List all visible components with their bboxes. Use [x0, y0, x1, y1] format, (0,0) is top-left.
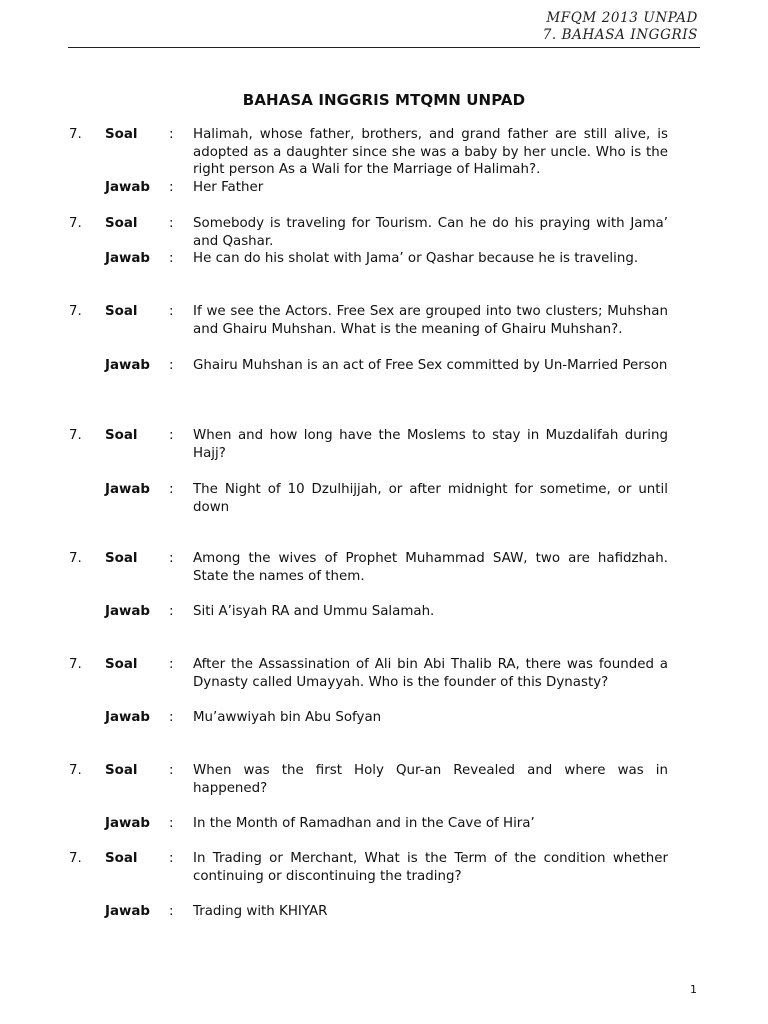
- qa-item-5: [0, 550, 768, 621]
- colon: :: [169, 127, 174, 142]
- soal-label: Soal: [105, 127, 138, 142]
- colon: :: [169, 710, 174, 726]
- soal-label: Soal: [105, 304, 138, 319]
- question-text: Among the wives of Prophet Muhammad SAW, two are hafidzhah. State the names of them.: [193, 551, 668, 584]
- jawab-label: Jawab: [105, 604, 151, 620]
- answer-text: Trading with KHIYAR: [193, 904, 328, 920]
- colon: :: [169, 851, 174, 866]
- item-number: 7.: [69, 851, 82, 866]
- colon: :: [169, 657, 174, 672]
- qa-item-4: [0, 427, 768, 516]
- header-line-2: 7. BAHASA INGGRIS: [542, 27, 698, 43]
- question-text: Halimah, whose father, brothers, and grand father are still alive, is adopted as a daughter since she was a baby by her uncle. Who is the right person As a Wali for the Marriage of Halimah?.: [193, 127, 668, 178]
- item-number: 7.: [69, 216, 82, 231]
- answer-row: [0, 481, 768, 516]
- question-text: After the Assassination of Ali bin Abi Thalib RA, there was founded a Dynasty called Umayyah. Who is the founder of this Dynasty?: [193, 657, 668, 690]
- question-row: [0, 550, 768, 585]
- answer-row: [0, 903, 768, 921]
- question-row: [0, 656, 768, 691]
- question-text: When and how long have the Moslems to stay in Muzdalifah during Hajj?: [193, 428, 668, 461]
- qa-item-6: [0, 656, 768, 727]
- answer-row: [0, 603, 768, 621]
- jawab-label: Jawab: [105, 904, 151, 920]
- answer-text: In the Month of Ramadhan and in the Cave of Hira’: [193, 816, 535, 832]
- question-row: [0, 303, 768, 338]
- answer-text: Mu’awwiyah bin Abu Sofyan: [193, 710, 382, 726]
- colon: :: [169, 358, 174, 374]
- answer-row: [0, 250, 768, 268]
- item-number: 7.: [69, 127, 82, 142]
- item-number: 7.: [69, 304, 82, 319]
- item-number: 7.: [69, 763, 82, 778]
- qa-item-8: [0, 850, 768, 921]
- header-divider: [68, 47, 700, 48]
- question-row: [0, 427, 768, 462]
- item-number: 7.: [69, 551, 82, 566]
- colon: :: [169, 604, 174, 620]
- answer-row: [0, 815, 768, 833]
- running-header: [543, 10, 698, 44]
- answer-text: Her Father: [193, 179, 264, 195]
- qa-item-3: [0, 303, 768, 375]
- soal-label: Soal: [105, 763, 138, 778]
- item-number: 7.: [69, 657, 82, 672]
- soal-label: Soal: [105, 657, 138, 672]
- colon: :: [169, 216, 174, 231]
- colon: :: [169, 179, 174, 195]
- question-row: [0, 126, 768, 179]
- page-number: 1: [690, 983, 697, 996]
- document-title: BAHASA INGGRIS MTQMN UNPAD: [242, 91, 526, 109]
- question-text: When was the first Holy Qur-an Revealed and where was in happened?: [193, 763, 668, 796]
- colon: :: [169, 304, 174, 319]
- jawab-label: Jawab: [105, 482, 151, 498]
- answer-text: The Night of 10 Dzulhijjah, or after midnight for sometime, or until down: [193, 482, 668, 515]
- question-row: [0, 215, 768, 250]
- answer-row: [0, 357, 768, 375]
- header-line-1: MFQM 2013 UNPAD: [546, 10, 698, 26]
- jawab-label: Jawab: [105, 816, 151, 832]
- question-row: [0, 850, 768, 885]
- jawab-label: Jawab: [105, 358, 151, 374]
- colon: :: [169, 428, 174, 443]
- answer-text: Ghairu Muhshan is an act of Free Sex committed by Un-Married Person: [193, 358, 668, 374]
- jawab-label: Jawab: [105, 710, 151, 726]
- question-row: [0, 762, 768, 797]
- item-number: 7.: [69, 428, 82, 443]
- question-text: Somebody is traveling for Tourism. Can he do his praying with Jama’ and Qashar.: [193, 216, 668, 249]
- colon: :: [169, 904, 174, 920]
- answer-row: [0, 179, 768, 197]
- jawab-label: Jawab: [105, 179, 151, 195]
- colon: :: [169, 551, 174, 566]
- qa-item-7: [0, 762, 768, 833]
- answer-row: [0, 709, 768, 727]
- question-text: If we see the Actors. Free Sex are grouped into two clusters; Muhshan and Ghairu Muhshan. What is the meaning of Ghairu Muhshan?.: [193, 304, 668, 337]
- qa-item-2: [0, 215, 768, 268]
- colon: :: [169, 251, 174, 267]
- question-text: In Trading or Merchant, What is the Term of the condition whether continuing or discontinuing the trading?: [193, 851, 668, 884]
- qa-item-1: [0, 126, 768, 196]
- colon: :: [169, 763, 174, 778]
- jawab-label: Jawab: [105, 251, 151, 267]
- soal-label: Soal: [105, 428, 138, 443]
- soal-label: Soal: [105, 216, 138, 231]
- answer-text: Siti A’isyah RA and Ummu Salamah.: [193, 604, 435, 620]
- colon: :: [169, 816, 174, 832]
- soal-label: Soal: [105, 851, 138, 866]
- soal-label: Soal: [105, 551, 138, 566]
- colon: :: [169, 482, 174, 498]
- answer-text: He can do his sholat with Jama’ or Qashar because he is traveling.: [193, 251, 639, 267]
